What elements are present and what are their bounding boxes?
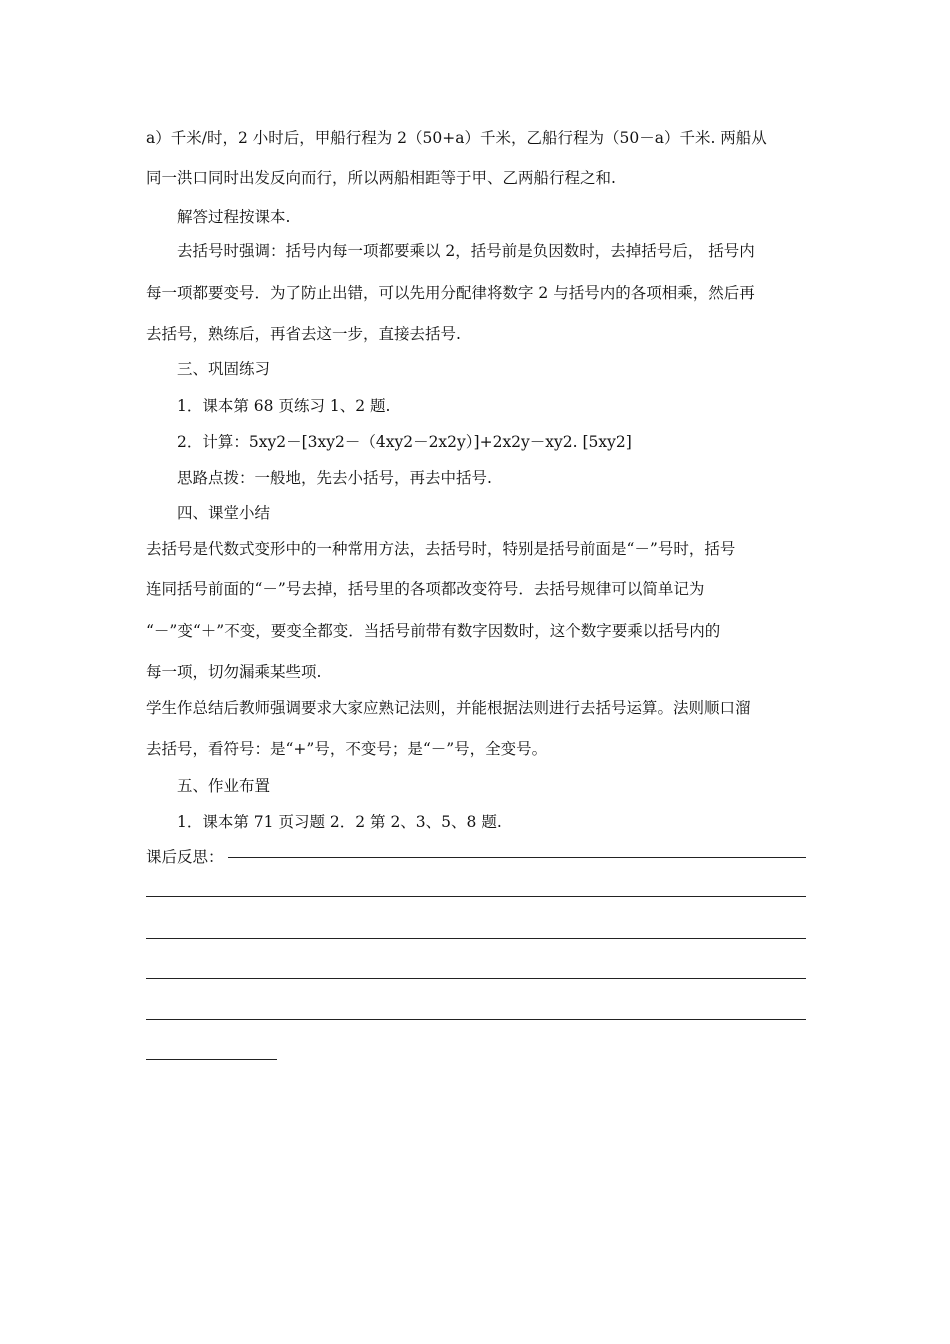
reflection-label: 课后反思： (146, 847, 228, 867)
paragraph-line: 每一项，切勿漏乘某些项. (146, 663, 322, 681)
paragraph-line: 学生作总结后教师强调要求大家应熟记法则，并能根据法则进行去括号运算。法则顺口溜 (146, 699, 751, 717)
paragraph-line: 同一洪口同时出发反向而行，所以两船相距等于甲、乙两船行程之和. (146, 169, 616, 187)
reflection-line (146, 857, 806, 858)
paragraph-line: 去括号，看符号：是“+”号，不变号；是“－”号，全变号。 (146, 740, 548, 758)
section-heading: 四、课堂小结 (177, 504, 271, 522)
paragraph-line: 解答过程按课本. (177, 208, 291, 226)
hint-line: 思路点拨：一般地，先去小括号，再去中括号. (177, 469, 492, 487)
reflection-line (146, 978, 806, 979)
section-heading: 三、巩固练习 (177, 360, 271, 378)
reflection-line (146, 938, 806, 939)
paragraph-line: 去括号，熟练后，再省去这一步，直接去括号. (146, 325, 461, 343)
reflection-line (146, 1059, 277, 1060)
reflection-line (146, 896, 806, 897)
exercise-item: 1．课本第 71 页习题 2．2 第 2、3、5、8 题. (177, 813, 502, 831)
exercise-item: 1．课本第 68 页练习 1、2 题. (177, 397, 391, 415)
paragraph-line: 去括号是代数式变形中的一种常用方法，去括号时，特别是括号前面是“－”号时，括号 (146, 540, 736, 558)
paragraph-line: a）千米/时，2 小时后，甲船行程为 2（50+a）千米，乙船行程为（50－a）千米. 两船从 (146, 129, 767, 147)
paragraph-line: “－”变“＋”不变，要变全都变．当括号前带有数字因数时，这个数字要乘以括号内的 (146, 622, 721, 640)
exercise-item: 2．计算：5xy2－[3xy2－（4xy2－2x2y）]+2x2y－xy2. [5xy2] (177, 433, 632, 451)
paragraph-line: 连同括号前面的“－”号去掉，括号里的各项都改变符号．去括号规律可以简单记为 (146, 580, 705, 598)
reflection-line (146, 1019, 806, 1020)
paragraph-line: 去括号时强调：括号内每一项都要乘以 2，括号前是负因数时，去掉括号后， 括号内 (177, 242, 755, 260)
paragraph-line: 每一项都要变号．为了防止出错，可以先用分配律将数字 2 与括号内的各项相乘，然后再 (146, 284, 755, 302)
section-heading: 五、作业布置 (177, 777, 271, 795)
